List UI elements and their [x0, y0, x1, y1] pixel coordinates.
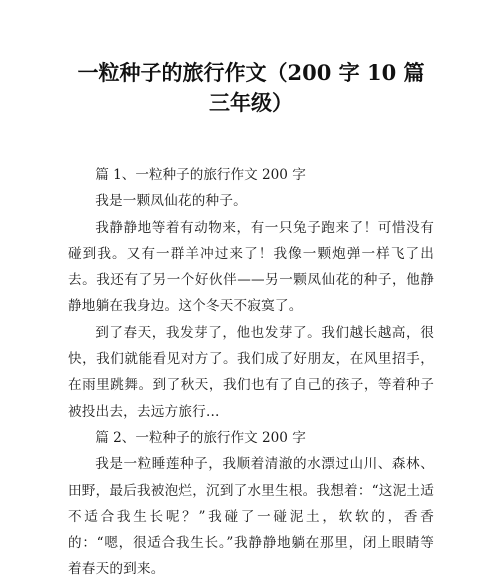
paragraph: 我是一粒睡莲种子，我顺着清澈的水漂过山川、森林、田野，最后我被泡烂，沉到了水里生根。我想着：“这泥土适不适合我生长呢？”我碰了一碰泥土，软软的，香香的：“嗯，很适合我生长。”我静静地躺在那里，闭上眼睛等着春天的到来。 [68, 456, 434, 578]
section-heading: 篇 2、一粒种子的旅行作文 200 字 [95, 429, 306, 446]
document-title: 一粒种子的旅行作文（200 字 10 篇三年级） [77, 60, 425, 115]
paragraph: 到了春天，我发芽了，他也发芽了。我们越长越高，很快，我们就能看见对方了。我们成了好朋友，在风里招手，在雨里跳舞。到了秋天，我们也有了自己的孩子，等着种子被投出去，去远方旅行… [68, 324, 434, 420]
section-1 [68, 162, 434, 425]
paragraph: 我是一颗凤仙花的种子。 [95, 193, 247, 210]
section-2 [68, 425, 434, 583]
section-heading: 篇 1、一粒种子的旅行作文 200 字 [95, 167, 306, 183]
paragraph: 我静静地等着有动物来，有一只兔子跑来了！可惜没有碰到我。又有一群羊冲过来了！我像一颗炮弹一样飞了出去。我还有了另一个好伙伴——另一颗凤仙花的种子，他静静地躺在我身边。这个冬天不寂寞了。 [68, 219, 434, 315]
